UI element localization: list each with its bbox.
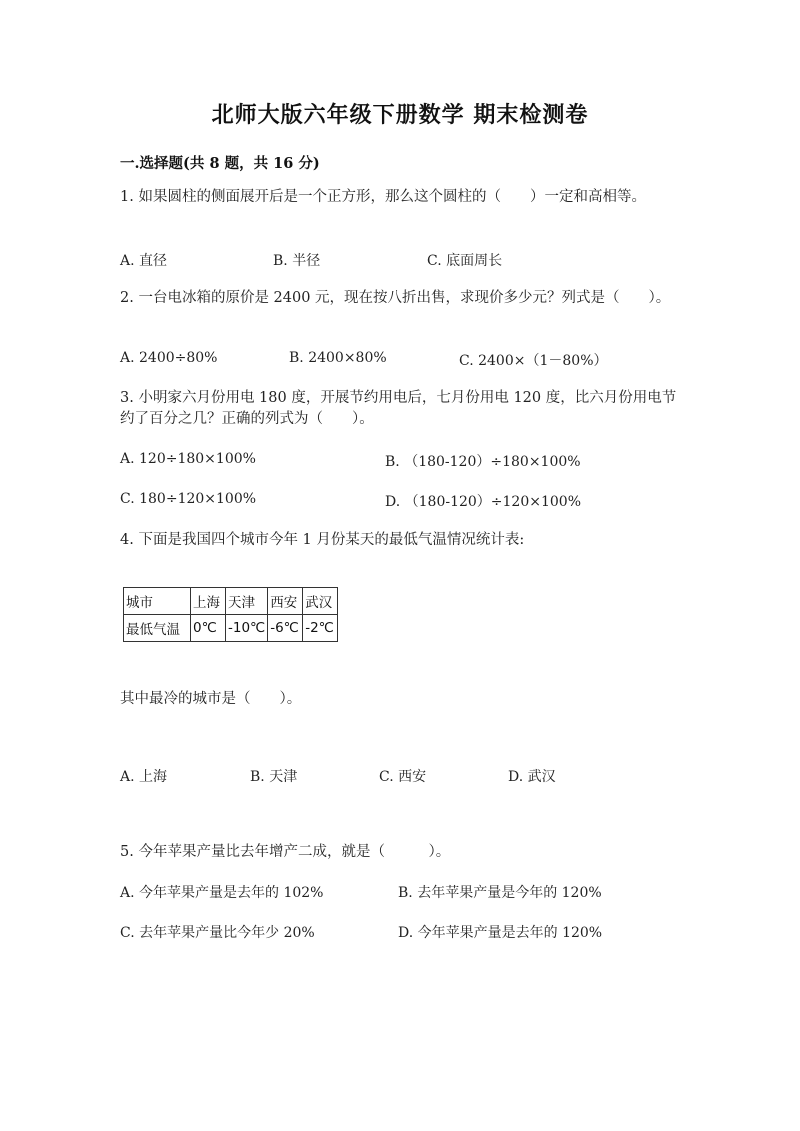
question-1-option-c[interactable]: C. 底面周长 — [427, 253, 503, 269]
question-3-option-d[interactable]: D. （180-120）÷120×100% — [385, 494, 582, 510]
table-cell: -6℃ — [268, 615, 303, 642]
table-row — [124, 615, 338, 642]
question-1-stem: 1. 如果圆柱的侧面展开后是一个正方形，那么这个圆柱的（ ）一定和高相等。 — [120, 189, 646, 205]
question-3-option-c[interactable]: C. 180÷120×100% — [120, 491, 257, 507]
table-cell: 最低气温 — [124, 615, 191, 642]
question-1-option-a[interactable]: A. 直径 — [120, 253, 168, 269]
table-cell: 西安 — [268, 588, 303, 615]
question-4-stem: 4. 下面是我国四个城市今年 1 月份某天的最低气温情况统计表: — [120, 532, 525, 548]
page-title: 北师大版六年级下册数学 期末检测卷 — [211, 102, 589, 128]
question-5-option-b[interactable]: B. 去年苹果产量是今年的 120% — [398, 885, 602, 901]
table-cell: 天津 — [226, 588, 268, 615]
question-5-option-a[interactable]: A. 今年苹果产量是去年的 102% — [120, 885, 324, 901]
question-4-option-d[interactable]: D. 武汉 — [508, 769, 556, 785]
question-4-followup: 其中最冷的城市是（ ）。 — [120, 691, 302, 707]
question-5-option-c[interactable]: C. 去年苹果产量比今年少 20% — [120, 925, 315, 941]
table-cell: 城市 — [124, 588, 191, 615]
table-cell: -10℃ — [226, 615, 268, 642]
question-5-stem: 5. 今年苹果产量比去年增产二成，就是（ ）。 — [120, 844, 451, 860]
table-cell: 武汉 — [303, 588, 338, 615]
question-2-option-a[interactable]: A. 2400÷80% — [120, 350, 218, 366]
table-cell: -2℃ — [303, 615, 338, 642]
question-1-option-b[interactable]: B. 半径 — [273, 253, 321, 269]
temperature-table — [123, 587, 338, 642]
question-3-stem: 3. 小明家六月份用电 180 度，开展节约用电后，七月份用电 120 度，比六月份用电节约了百分之几？正确的列式为（ ）。 — [120, 390, 677, 427]
question-3-option-b[interactable]: B. （180-120）÷180×100% — [385, 454, 581, 470]
table-header-row — [124, 588, 338, 615]
question-4-option-a[interactable]: A. 上海 — [120, 769, 168, 785]
table-cell: 上海 — [191, 588, 226, 615]
question-3-option-a[interactable]: A. 120÷180×100% — [120, 451, 256, 467]
question-4-option-c[interactable]: C. 西安 — [379, 769, 427, 785]
table-cell: 0℃ — [191, 615, 226, 642]
question-2-option-b[interactable]: B. 2400×80% — [289, 350, 387, 366]
question-2-stem: 2. 一台电冰箱的原价是 2400 元，现在按八折出售，求现价多少元？列式是（ ）。 — [120, 290, 671, 306]
question-4-option-b[interactable]: B. 天津 — [250, 769, 298, 785]
question-2-option-c[interactable]: C. 2400×（1－80%） — [459, 353, 608, 369]
question-5-option-d[interactable]: D. 今年苹果产量是去年的 120% — [398, 925, 603, 941]
section-heading: 一.选择题(共 8 题，共 16 分) — [120, 155, 320, 172]
